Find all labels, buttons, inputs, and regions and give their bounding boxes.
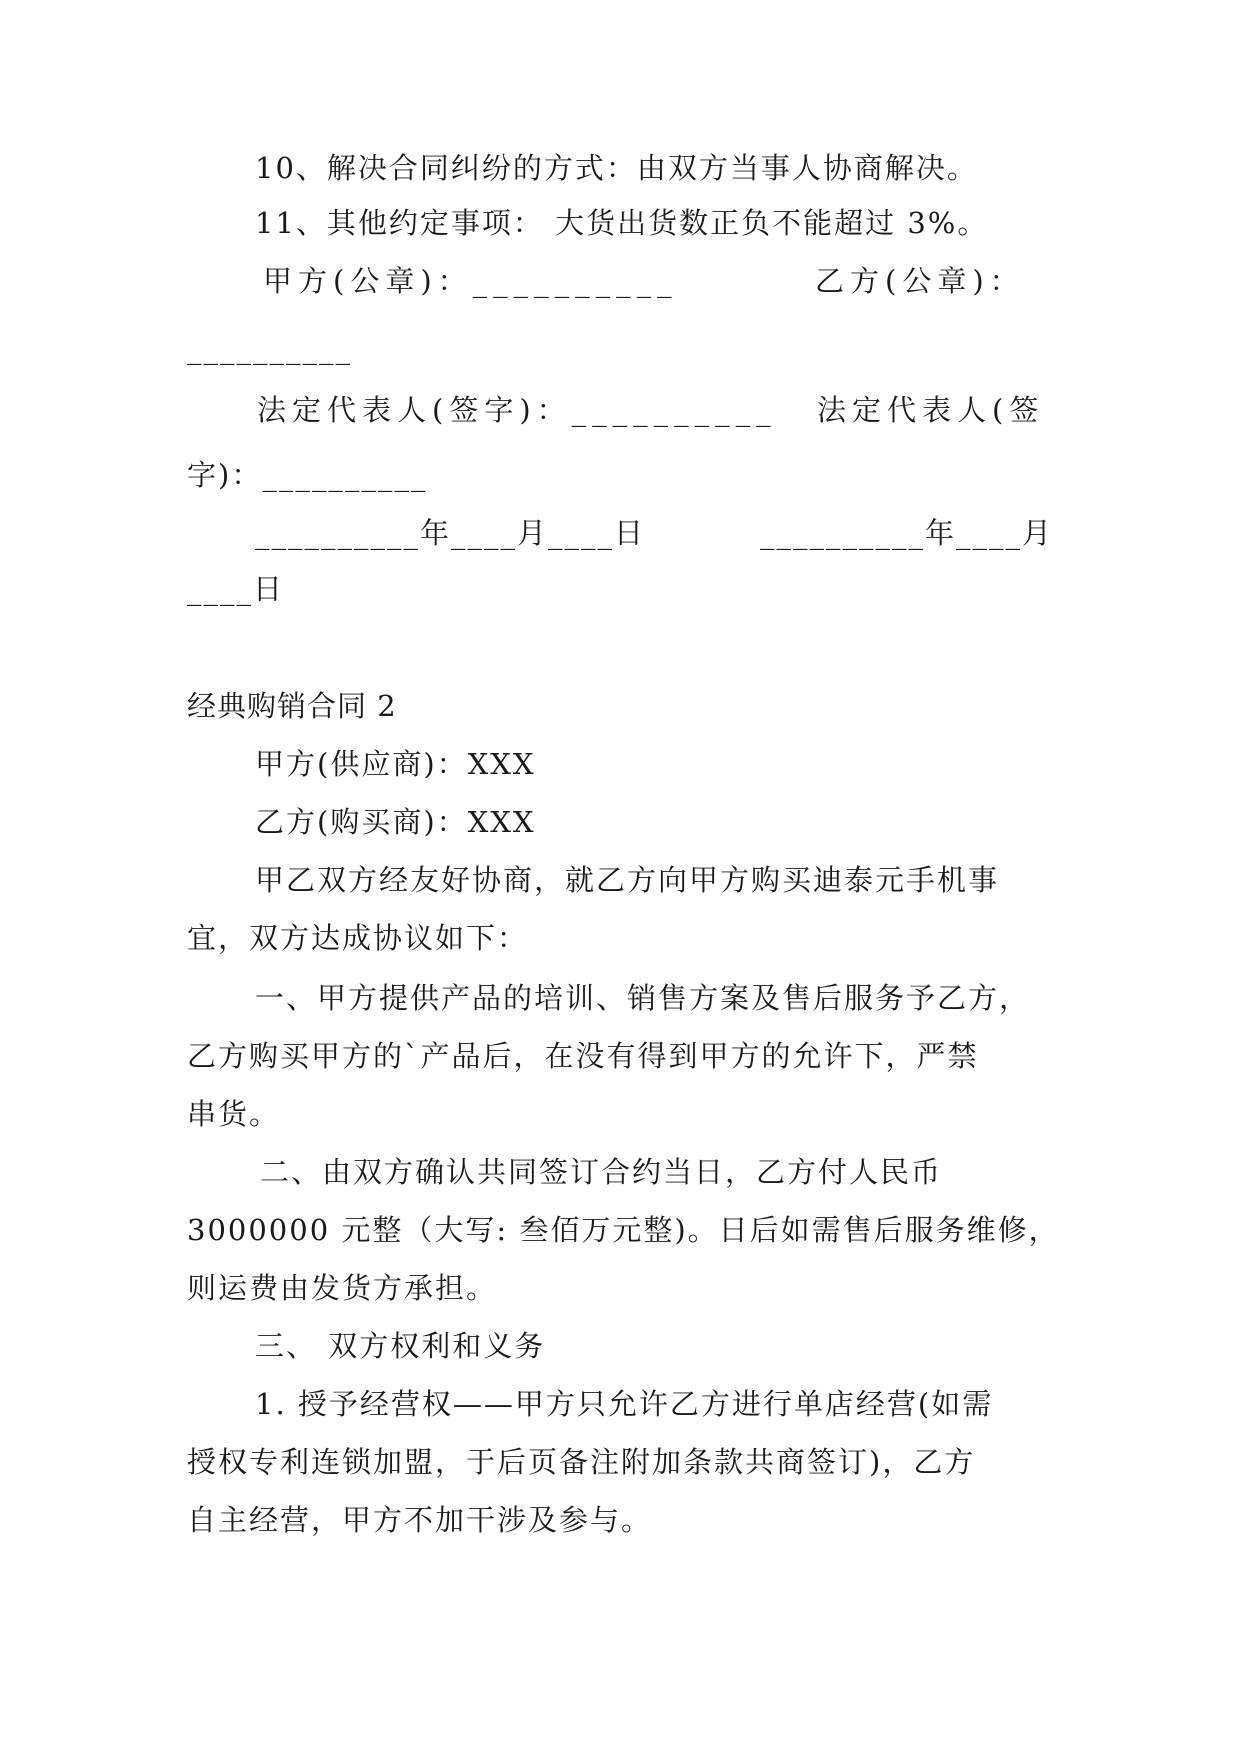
supplier-line: 甲方(供应商)：XXX (255, 747, 536, 781)
contract-2-title: 经典购销合同 2 (187, 689, 397, 723)
party-b-seal-line: 乙方(公章)： (815, 264, 1025, 298)
clause-10: 10、解决合同纠纷的方式：由双方当事人协商解决。 (255, 151, 978, 185)
item-1-line-1: 一、甲方提供产品的培训、销售方案及售后服务予乙方， (255, 981, 1031, 1015)
intro-line-2: 宜，双方达成协议如下： (187, 921, 529, 955)
item-2-line-1: 二、由双方确认共同签订合约当日，乙方付人民币 (260, 1155, 943, 1189)
buyer-line: 乙方(购买商)：XXX (255, 805, 536, 839)
rep-b-signature-cont: 字)：__________ (187, 458, 428, 492)
clause-11: 11、其他约定事项： 大货出货数正负不能超过 3%。 (255, 206, 989, 240)
intro-line-1: 甲乙双方经友好协商，就乙方向甲方购买迪泰元手机事 (255, 863, 1000, 897)
item-2-line-2: 3000000 元整（大写: 叁佰万元整)。日后如需售后服务维修， (187, 1213, 1060, 1247)
sub-item-1-line-3: 自主经营，甲方不加干涉及参与。 (187, 1503, 653, 1537)
item-3-heading: 三、 双方权利和义务 (255, 1329, 546, 1363)
item-1-line-3: 串货。 (187, 1097, 281, 1131)
party-a-seal-line: 甲方(公章)：__________ (263, 264, 678, 298)
date-b-line: __________年____月 (760, 516, 1054, 550)
party-b-seal-blank: __________ (187, 331, 352, 365)
rep-b-signature-line: 法定代表人(签 (817, 393, 1045, 427)
date-b-cont: ____日 (187, 572, 285, 606)
sub-item-1-line-1: 1. 授予经营权——甲方只允许乙方进行单店经营(如需 (255, 1387, 994, 1421)
item-2-line-3: 则运费由发货方承担。 (187, 1271, 498, 1305)
date-a-line: __________年____月____日 (255, 516, 646, 550)
item-1-line-2: 乙方购买甲方的`产品后，在没有得到甲方的允许下，严禁 (187, 1039, 979, 1073)
sub-item-1-line-2: 授权专利连锁加盟，于后页备注附加条款共商签订)，乙方 (187, 1445, 976, 1479)
rep-a-signature-line: 法定代表人(签字)：__________ (257, 393, 777, 427)
